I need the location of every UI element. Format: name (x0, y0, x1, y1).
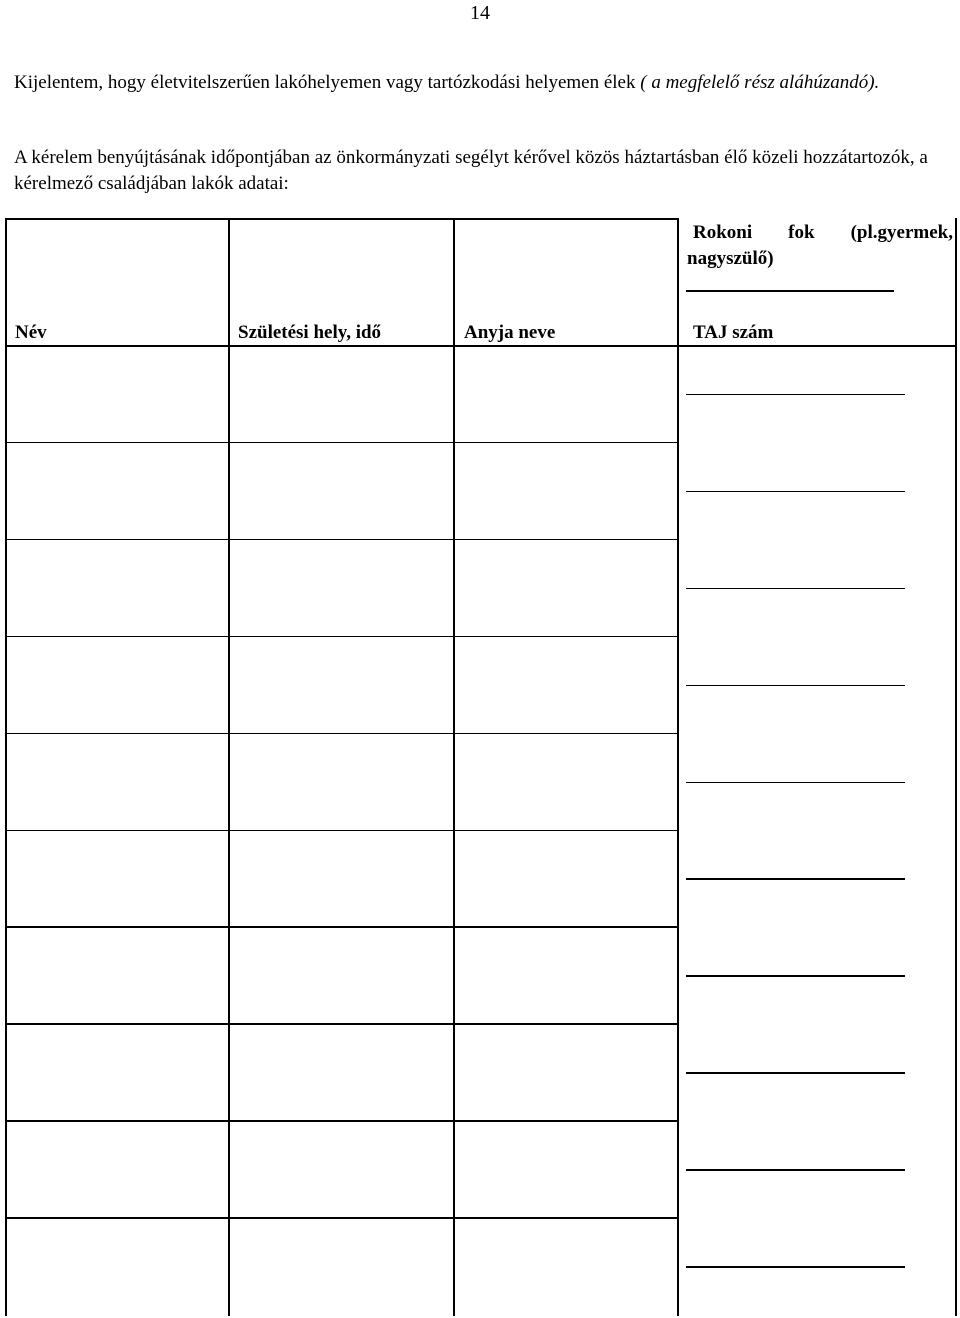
table-row-border (5, 1217, 678, 1219)
taj-fill-line[interactable] (686, 782, 905, 784)
header-relation-word3: (pl.gyermek, (850, 222, 953, 243)
column-divider-1 (228, 218, 230, 1316)
header-bottom-border (5, 345, 957, 347)
header-name: Név (15, 322, 47, 343)
table-row-border (5, 636, 678, 638)
taj-fill-line[interactable] (686, 878, 905, 880)
declaration-note: ( a megfelelő rész aláhúzandó). (640, 72, 880, 93)
taj-fill-line[interactable] (686, 491, 905, 493)
taj-fill-line[interactable] (686, 394, 905, 396)
household-table (5, 218, 957, 1316)
page-number: 14 (470, 2, 490, 24)
table-row-border (5, 830, 678, 832)
table-row-border (5, 733, 678, 735)
table-left-border (5, 218, 7, 1316)
table-top-border (5, 218, 678, 220)
taj-fill-line[interactable] (686, 1072, 905, 1074)
taj-fill-line[interactable] (686, 1169, 905, 1171)
intro-paragraph: A kérelem benyújtásának időpontjában az önkormányzati segélyt kérővel közös háztartásban élő közeli hozzátartozók, a kérelmező családjában lakók adatai: (14, 147, 928, 194)
table-row-border (5, 1023, 678, 1025)
declaration-paragraph (14, 70, 944, 96)
column-divider-2 (453, 218, 455, 1316)
table-right-border (955, 218, 957, 1316)
header-relation (687, 220, 953, 272)
table-row-border (5, 442, 678, 444)
header-birth: Születési hely, idő (238, 322, 382, 343)
header-mother: Anyja neve (464, 322, 556, 343)
header-taj: TAJ szám (693, 322, 774, 343)
declaration-text: Kijelentem, hogy életvitelszerűen lakóhelyemen vagy tartózkodási helyemen élek (14, 72, 641, 93)
column-divider-3 (677, 218, 679, 1316)
taj-fill-line[interactable] (686, 685, 905, 687)
taj-fill-line[interactable] (686, 588, 905, 590)
header-relation-underline (686, 290, 894, 292)
header-relation-line2: nagyszülő) (687, 248, 774, 269)
taj-fill-line[interactable] (686, 1266, 905, 1268)
taj-fill-line[interactable] (686, 975, 905, 977)
header-relation-word2: fok (788, 222, 815, 243)
table-row-border (5, 1120, 678, 1122)
table-row-border (5, 926, 678, 928)
table-row-border (5, 539, 678, 541)
header-relation-word1: Rokoni (693, 222, 753, 243)
